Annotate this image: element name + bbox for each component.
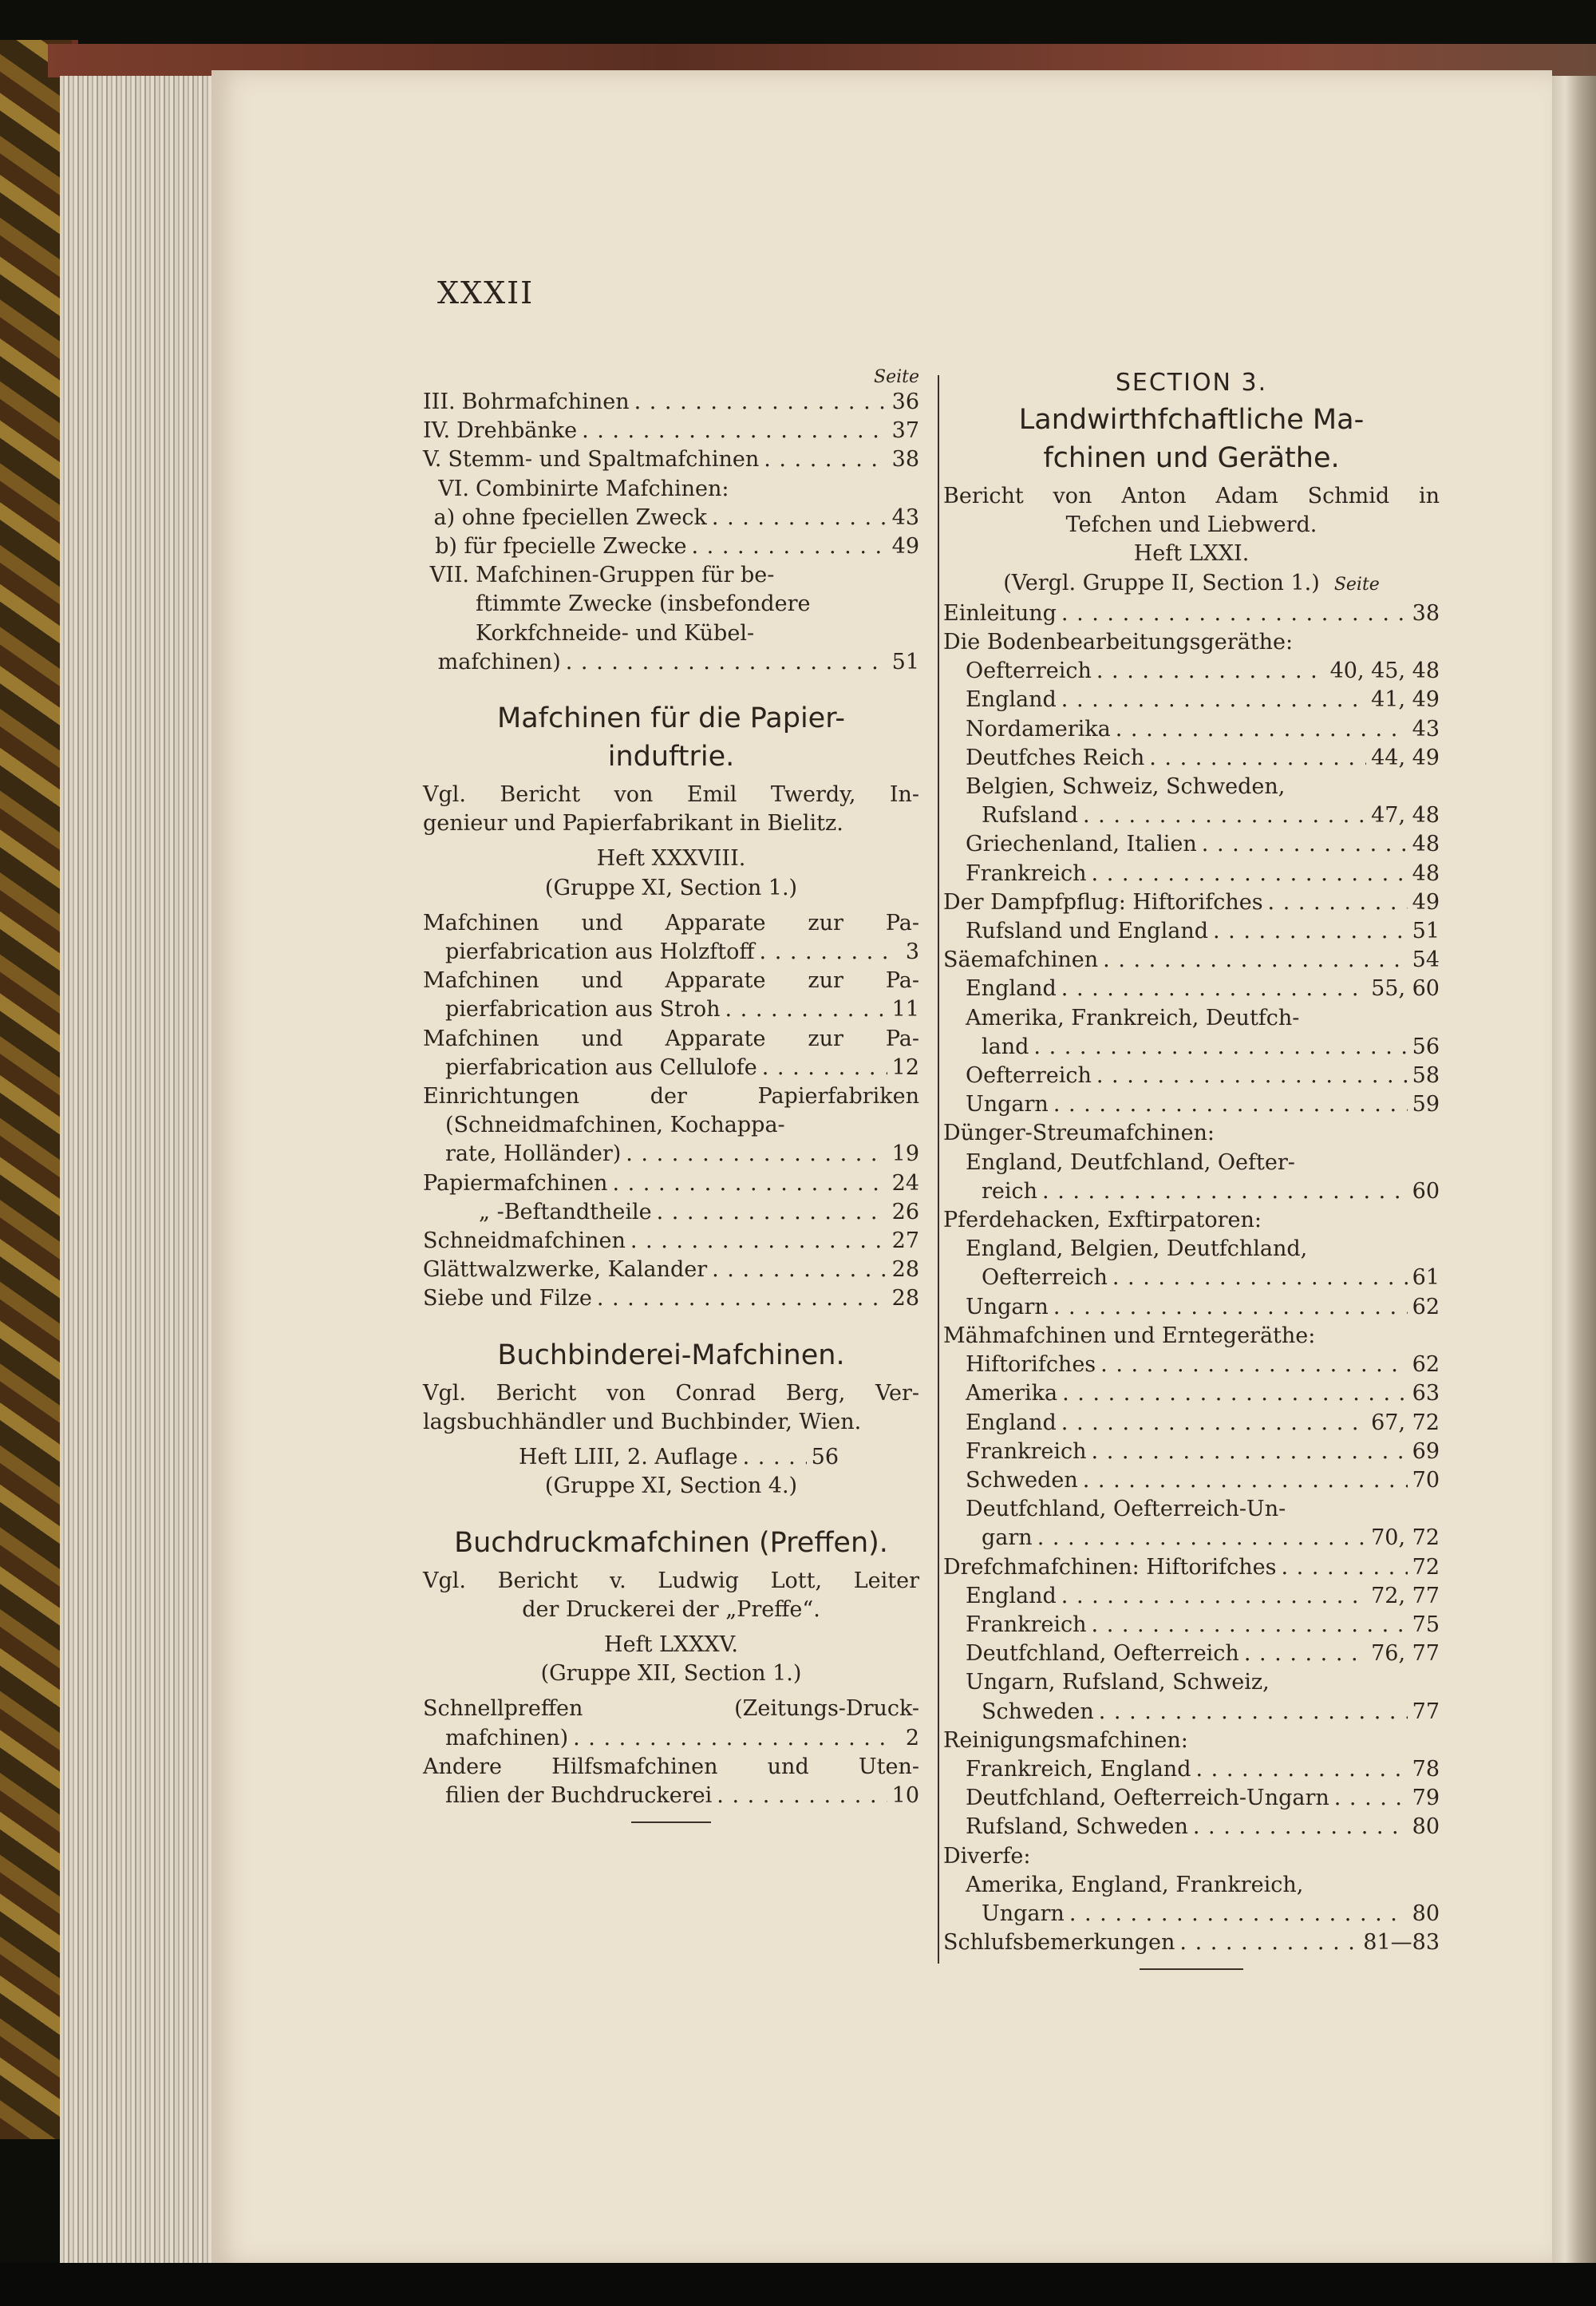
toc-entry: Oefterreich . . . 58 (943, 1062, 1440, 1090)
toc-heading-line: Mähmafchinen und Erntegeräthe: (943, 1323, 1316, 1348)
seite-label: Seite (874, 367, 919, 387)
page-edges (60, 76, 211, 2267)
section-heading-papier: Mafchinen für die Papier- induftrie. (497, 702, 845, 773)
toc-entry: Hiftorifches . . . 62 (943, 1351, 1440, 1379)
toc-heading-line: Pferdehacken, Exftirpatoren: (943, 1208, 1262, 1233)
toc-heading-line: England, Belgien, Deutfchland, (966, 1236, 1308, 1262)
toc-entry: Glättwalzwerke, Kalander . . . 28 (423, 1256, 919, 1284)
toc-entry-line: (Schneidmafchinen, Kochappa- (445, 1113, 785, 1138)
toc-heading-line: England, Deutfchland, Oefter- (966, 1149, 1295, 1175)
toc-heading-line: Amerika, Frankreich, Deutfch- (966, 1005, 1300, 1030)
toc-entry: mafchinen) . . . 51 (423, 648, 919, 677)
toc-entry: VI. Combinirte Mafchinen: (438, 476, 729, 501)
end-rule (631, 1821, 711, 1823)
heft-label: Heft LXXXV. (604, 1632, 738, 1657)
toc-entry: Schlufsbemerkungen . . . 81—83 (943, 1928, 1440, 1957)
toc-entry: Frankreich . . . 48 (943, 860, 1440, 888)
toc-entry: Ungarn . . . 80 (943, 1900, 1440, 1928)
background (0, 2263, 1596, 2306)
toc-entry: Schneidmafchinen . . . 27 (423, 1227, 919, 1256)
heft-label: Heft LIII, 2. Auflage . . . 56 (423, 1443, 919, 1472)
toc-entry: Oefterreich . . . 61 (943, 1264, 1440, 1292)
toc-entry-line: Andere Hilfsmafchinen und Uten- (423, 1754, 919, 1779)
section-heading-landwirthschaft: Landwirthfchaftliche Ma- fchinen und Geräthe. (1018, 404, 1365, 474)
toc-entry-line: Einrichtungen der Papierfabriken (423, 1084, 919, 1109)
toc-heading-line: Die Bodenbearbeitungsgeräthe: (943, 630, 1294, 655)
toc-entry: England . . . 41, 49 (943, 686, 1440, 714)
toc-entry: England . . . 72, 77 (943, 1582, 1440, 1611)
section-heading-buchbinderei: Buchbinderei-Mafchinen. (497, 1339, 845, 1371)
heft-label: Heft LXXI. (1133, 541, 1250, 567)
toc-subentry: b) für fpecielle Zwecke . . . 49 (423, 532, 919, 561)
toc-entry: Amerika . . . 63 (943, 1379, 1440, 1408)
toc-entry: filien der Buchdruckerei . . . 10 (423, 1782, 919, 1810)
gruppe-label: (Vergl. Gruppe II, Section 1.) Seite (1003, 570, 1380, 595)
toc-entry: Frankreich . . . 75 (943, 1611, 1440, 1640)
right-column (943, 367, 1440, 1970)
toc-entry: pierfabrication aus Holzftoff . . . 3 (423, 938, 919, 967)
toc-heading-line: Ungarn, Rufsland, Schweiz, (966, 1670, 1270, 1695)
toc-entry: Deutfchland, Oefterreich-Ungarn . . . 79 (943, 1784, 1440, 1813)
toc-entry: pierfabrication aus Cellulofe . . . 12 (423, 1054, 919, 1082)
report-reference: genieur und Papierfabrikant in Bielitz. (423, 811, 843, 837)
toc-heading-line: Deutfchland, Oefterreich-Un- (966, 1497, 1286, 1522)
toc-entry: Deutfchland, Oefterreich . . . 76, 77 (943, 1640, 1440, 1668)
section-label: SECTION 3. (1115, 369, 1268, 397)
toc-entry: reich . . . 60 (943, 1177, 1440, 1206)
toc-entry: Nordamerika . . . 43 (943, 715, 1440, 744)
running-head: XXXII (437, 275, 535, 310)
toc-entry: IV. Drehbänke . . . 37 (423, 417, 919, 445)
report-reference: Vgl. Bericht von Emil Twerdy, In- (423, 782, 919, 808)
gruppe-label: (Gruppe XI, Section 4.) (544, 1473, 798, 1499)
toc-entry: Drefchmafchinen: Hiftorifches . . . 72 (943, 1553, 1440, 1582)
toc-entry: Rufsland . . . 47, 48 (943, 801, 1440, 830)
report-reference: Vgl. Bericht von Conrad Berg, Ver- (423, 1380, 919, 1406)
toc-entry: VII. Mafchinen-Gruppen für be- (429, 563, 775, 588)
gruppe-label: (Gruppe XII, Section 1.) (540, 1661, 802, 1687)
toc-entry: mafchinen) . . . 2 (423, 1724, 919, 1753)
toc-heading-line: Dünger-Streumafchinen: (943, 1121, 1215, 1146)
toc-entry: Einleitung . . . 38 (943, 599, 1440, 628)
section-heading-buchdruck: Buchdruckmafchinen (Preffen). (454, 1526, 888, 1559)
toc-subentry: a) ohne fpeciellen Zweck . . . 43 (423, 504, 919, 532)
toc-entry: Deutfches Reich . . . 44, 49 (943, 744, 1440, 773)
toc-entry: England . . . 67, 72 (943, 1409, 1440, 1438)
toc-entry: Rufsland und England . . . 51 (943, 917, 1440, 946)
gruppe-label: (Gruppe XI, Section 1.) (544, 875, 798, 900)
toc-entry: Frankreich, England . . . 78 (943, 1755, 1440, 1784)
column-divider (938, 375, 939, 1964)
toc-entry: Frankreich . . . 69 (943, 1438, 1440, 1466)
toc-entry: pierfabrication aus Stroh . . . 11 (423, 995, 919, 1024)
toc-entry: Ungarn . . . 62 (943, 1293, 1440, 1322)
report-reference: Tefchen und Liebwerd. (1065, 512, 1317, 538)
toc-heading-line: Diverfe: (943, 1843, 1031, 1869)
toc-entry: land . . . 56 (943, 1033, 1440, 1062)
toc-entry: Säemafchinen . . . 54 (943, 946, 1440, 975)
toc-entry-line: Mafchinen und Apparate zur Pa- (423, 910, 919, 935)
toc-entry-line: Schnellpreffen (Zeitungs-Druck- (423, 1696, 919, 1722)
toc-entry: Schweden . . . 70 (943, 1466, 1440, 1495)
end-rule (1140, 1968, 1243, 1970)
toc-heading-line: Reinigungsmafchinen: (943, 1727, 1188, 1753)
left-column: Seite III. Bohrmafchinen . . . 36 IV. Drehbänke . . . 37 V. Stemm- und Spaltmafchinen . . . 38 VI. Combinirte Mafchinen: a) ohne fpeciellen Zweck . . . 43 b) für fpecielle Zwecke . . . 49 VII. Mafchinen-Gruppen für be- ftimmte Zwecke (insbefondere Korkfchneide- und Kübel- mafchinen) . . . 51 Mafchinen für die Papier- induftrie. Vgl. Bericht von Emil Twerdy, In- genieur und Papierfabrikant in Bielitz. Heft XXXVIII. (Gruppe XI, Section 1.) Mafchinen und Apparate zur Pa- pierfabrication aus Holzftoff . . . 3 Mafchinen und Apparate zur Pa- pierfabrication aus Stroh . . . 11 Mafchinen und Apparate zur Pa- pierfabrication aus Cellulofe . . . 12 Einrichtungen der Papierfabriken (Schneidmafchinen, Kochappa- rate, Holländer) . . . 19 Papiermafchinen . . . 24 „ -Beftandtheile . . . 26 Schneidmafchinen . . . 27 Glättwalzwerke, Kalander . . . 28 Siebe und Filze . . . 28 Buchbinderei-Mafchinen. Vgl. Bericht von Conrad Berg, Ver- lagsbuchhändler und Buchbinder, Wien. Heft LIII, 2. Auflage . . . 56 (Gruppe XI, Section 4.) Buchdruckmafchinen (Preffen). Vgl. Bericht v. Ludwig Lott, Leiter der Druckerei der „Preffe“. Heft LXXXV. (Gruppe XII, Section 1.) Schnellpreffen (Zeitungs-Druck- mafchinen) . . . 2 Andere Hilfsmafchinen und Uten- filien der Buchdruckerei . . . 10 (423, 367, 919, 1823)
toc-entry: rate, Holländer) . . . 19 (423, 1140, 919, 1169)
toc-entry: Rufsland, Schweden . . . 80 (943, 1813, 1440, 1841)
toc-heading-line: Belgien, Schweiz, Schweden, (966, 774, 1286, 800)
toc-entry: garn . . . 70, 72 (943, 1524, 1440, 1552)
toc-entry: Siebe und Filze . . . 28 (423, 1284, 919, 1313)
toc-entry: Der Dampfpflug: Hiftorifches . . . 49 (943, 888, 1440, 917)
toc-entry-line: Mafchinen und Apparate zur Pa- (423, 1026, 919, 1051)
toc-entry: Oefterreich . . . 40, 45, 48 (943, 657, 1440, 686)
toc-heading-line: Amerika, England, Frankreich, (966, 1872, 1304, 1897)
toc-entry: III. Bohrmafchinen . . . 36 (423, 388, 919, 417)
toc-entry: „ -Beftandtheile . . . 26 (423, 1198, 919, 1227)
heft-label: Heft XXXVIII. (596, 846, 746, 872)
toc-entry: Papiermafchinen . . . 24 (423, 1169, 919, 1198)
facing-page-edge (1552, 76, 1596, 2263)
report-reference: Vgl. Bericht v. Ludwig Lott, Leiter (423, 1568, 919, 1593)
toc-entry: Schweden . . . 77 (943, 1698, 1440, 1727)
toc-entry: Ungarn . . . 59 (943, 1090, 1440, 1119)
toc-entry-line: Mafchinen und Apparate zur Pa- (423, 968, 919, 994)
report-reference: Bericht von Anton Adam Schmid in (943, 484, 1440, 508)
toc-entry: V. Stemm- und Spaltmafchinen . . . 38 (423, 445, 919, 474)
toc-entry: England . . . 55, 60 (943, 975, 1440, 1003)
report-reference: lagsbuchhändler und Buchbinder, Wien. (423, 1409, 862, 1434)
report-reference: der Druckerei der „Preffe“. (522, 1596, 820, 1622)
toc-entry: Griechenland, Italien . . . 48 (943, 830, 1440, 859)
